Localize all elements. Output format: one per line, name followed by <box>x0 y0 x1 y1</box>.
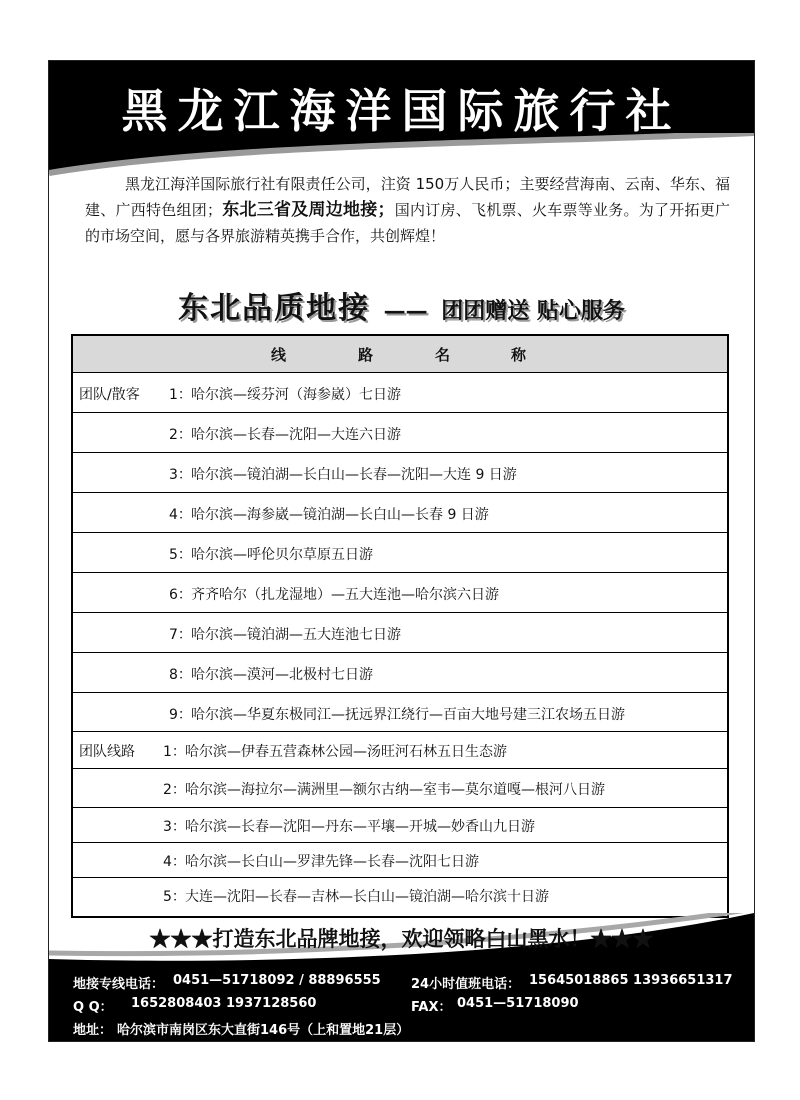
table-row <box>73 453 727 493</box>
route-name: 哈尔滨—长春—沈阳—大连六日游 <box>191 427 401 443</box>
table-row <box>73 769 727 808</box>
flyer <box>48 60 755 1042</box>
duty-tel-number: 15645018865 13936651317 <box>529 973 733 988</box>
table-row <box>73 843 727 878</box>
route-name: 哈尔滨—呼伦贝尔草原五日游 <box>191 547 373 563</box>
category-label: 团队/散客 <box>79 387 140 403</box>
table-row <box>73 613 727 653</box>
address-label: 地址： <box>73 1023 113 1038</box>
qq-number: 1652808403 1937128560 <box>131 996 317 1011</box>
table-row <box>73 533 727 573</box>
route-name: 哈尔滨—华夏东极同江—抚远界江绕行—百亩大地号建三江农场五日游 <box>191 707 625 723</box>
duty-tel-label: 24小时值班电话： <box>411 977 521 992</box>
route-name: 哈尔滨—绥芬河（海参崴）七日游 <box>191 387 401 403</box>
local-tel-label: 地接专线电话： <box>73 977 165 992</box>
header-char: 线 <box>271 346 287 364</box>
company-title: 黑龙江海洋国际旅行社 <box>121 84 682 138</box>
route-name: 哈尔滨—长白山—罗津先锋—长春—沈阳七日游 <box>185 854 479 870</box>
header-char: 称 <box>511 346 527 364</box>
route-number: 2： <box>169 427 192 443</box>
route-number: 5： <box>169 547 192 563</box>
table-row <box>73 732 727 769</box>
route-number: 4： <box>163 854 186 870</box>
address-text: 哈尔滨市南岗区东大直街146号（上和置地21层） <box>117 1023 410 1038</box>
local-tel-number: 0451—51718092 / 88896555 <box>173 973 381 988</box>
routes-table <box>71 334 729 918</box>
intro-part2: 国内订房、飞机票、火车票等业务。为了开拓更广的市场空间，愿与各界旅游精英携手合作，共创辉煌！ <box>85 201 730 245</box>
contact-footer <box>49 967 754 1041</box>
service-slogan <box>49 283 754 327</box>
route-name: 哈尔滨—镜泊湖—五大连池七日游 <box>191 627 401 643</box>
table-row <box>73 653 727 693</box>
route-number: 4： <box>169 507 192 523</box>
route-number: 1： <box>169 387 192 403</box>
category-label: 团队线路 <box>79 744 135 760</box>
slogan-main: 东北品质地接 <box>178 291 371 326</box>
slogan-sub: 团团赠送 贴心服务 <box>441 298 625 324</box>
route-number: 3： <box>169 467 192 483</box>
fax-number: 0451—51718090 <box>457 996 579 1011</box>
route-name: 哈尔滨—漠河—北极村七日游 <box>191 667 373 683</box>
route-name: 哈尔滨—海参崴—镜泊湖—长白山—长春 9 日游 <box>191 507 489 523</box>
route-number: 9： <box>169 707 192 723</box>
header-char: 路 <box>358 346 374 364</box>
table-row <box>73 878 727 912</box>
brand-banner-text: ★★★打造东北品牌地接，欢迎领略白山黑水！★★★ <box>149 926 654 951</box>
intro-part1: 黑龙江海洋国际旅行社有限责任公司，注资 150万人民币；主要经营海南、云南、华东、福建、广西特色组团； <box>85 175 730 219</box>
header-char: 名 <box>435 346 451 364</box>
route-number: 1： <box>163 744 186 760</box>
routes-table-header <box>73 336 727 373</box>
route-number: 5： <box>163 889 186 905</box>
route-name: 齐齐哈尔（扎龙湿地）—五大连池—哈尔滨六日游 <box>191 587 499 603</box>
table-row <box>73 693 727 732</box>
route-name: 哈尔滨—镜泊湖—长白山—长春—沈阳—大连 9 日游 <box>191 467 517 483</box>
table-row <box>73 493 727 533</box>
slogan-dash: —— <box>383 298 428 324</box>
route-number: 2： <box>163 782 186 798</box>
route-name: 大连—沈阳—长春—吉林—长白山—镜泊湖—哈尔滨十日游 <box>185 889 549 905</box>
route-name: 哈尔滨—长春—沈阳—丹东—平壤—开城—妙香山九日游 <box>185 819 535 835</box>
company-intro <box>85 171 730 249</box>
route-number: 7： <box>169 627 192 643</box>
fax-label: FAX： <box>411 1000 452 1015</box>
intro-highlight: 东北三省及周边地接； <box>222 200 395 220</box>
route-name: 哈尔滨—伊春五营森林公园—汤旺河石林五日生态游 <box>185 744 507 760</box>
qq-label: Q Q： <box>73 1000 113 1015</box>
route-name: 哈尔滨—海拉尔—满洲里—额尔古纳—室韦—莫尔道嘎—根河八日游 <box>185 782 605 798</box>
table-row <box>73 808 727 843</box>
route-number: 3： <box>163 819 186 835</box>
route-number: 6： <box>169 587 192 603</box>
table-row <box>73 413 727 453</box>
table-row <box>73 373 727 413</box>
table-row <box>73 573 727 613</box>
route-number: 8： <box>169 667 192 683</box>
